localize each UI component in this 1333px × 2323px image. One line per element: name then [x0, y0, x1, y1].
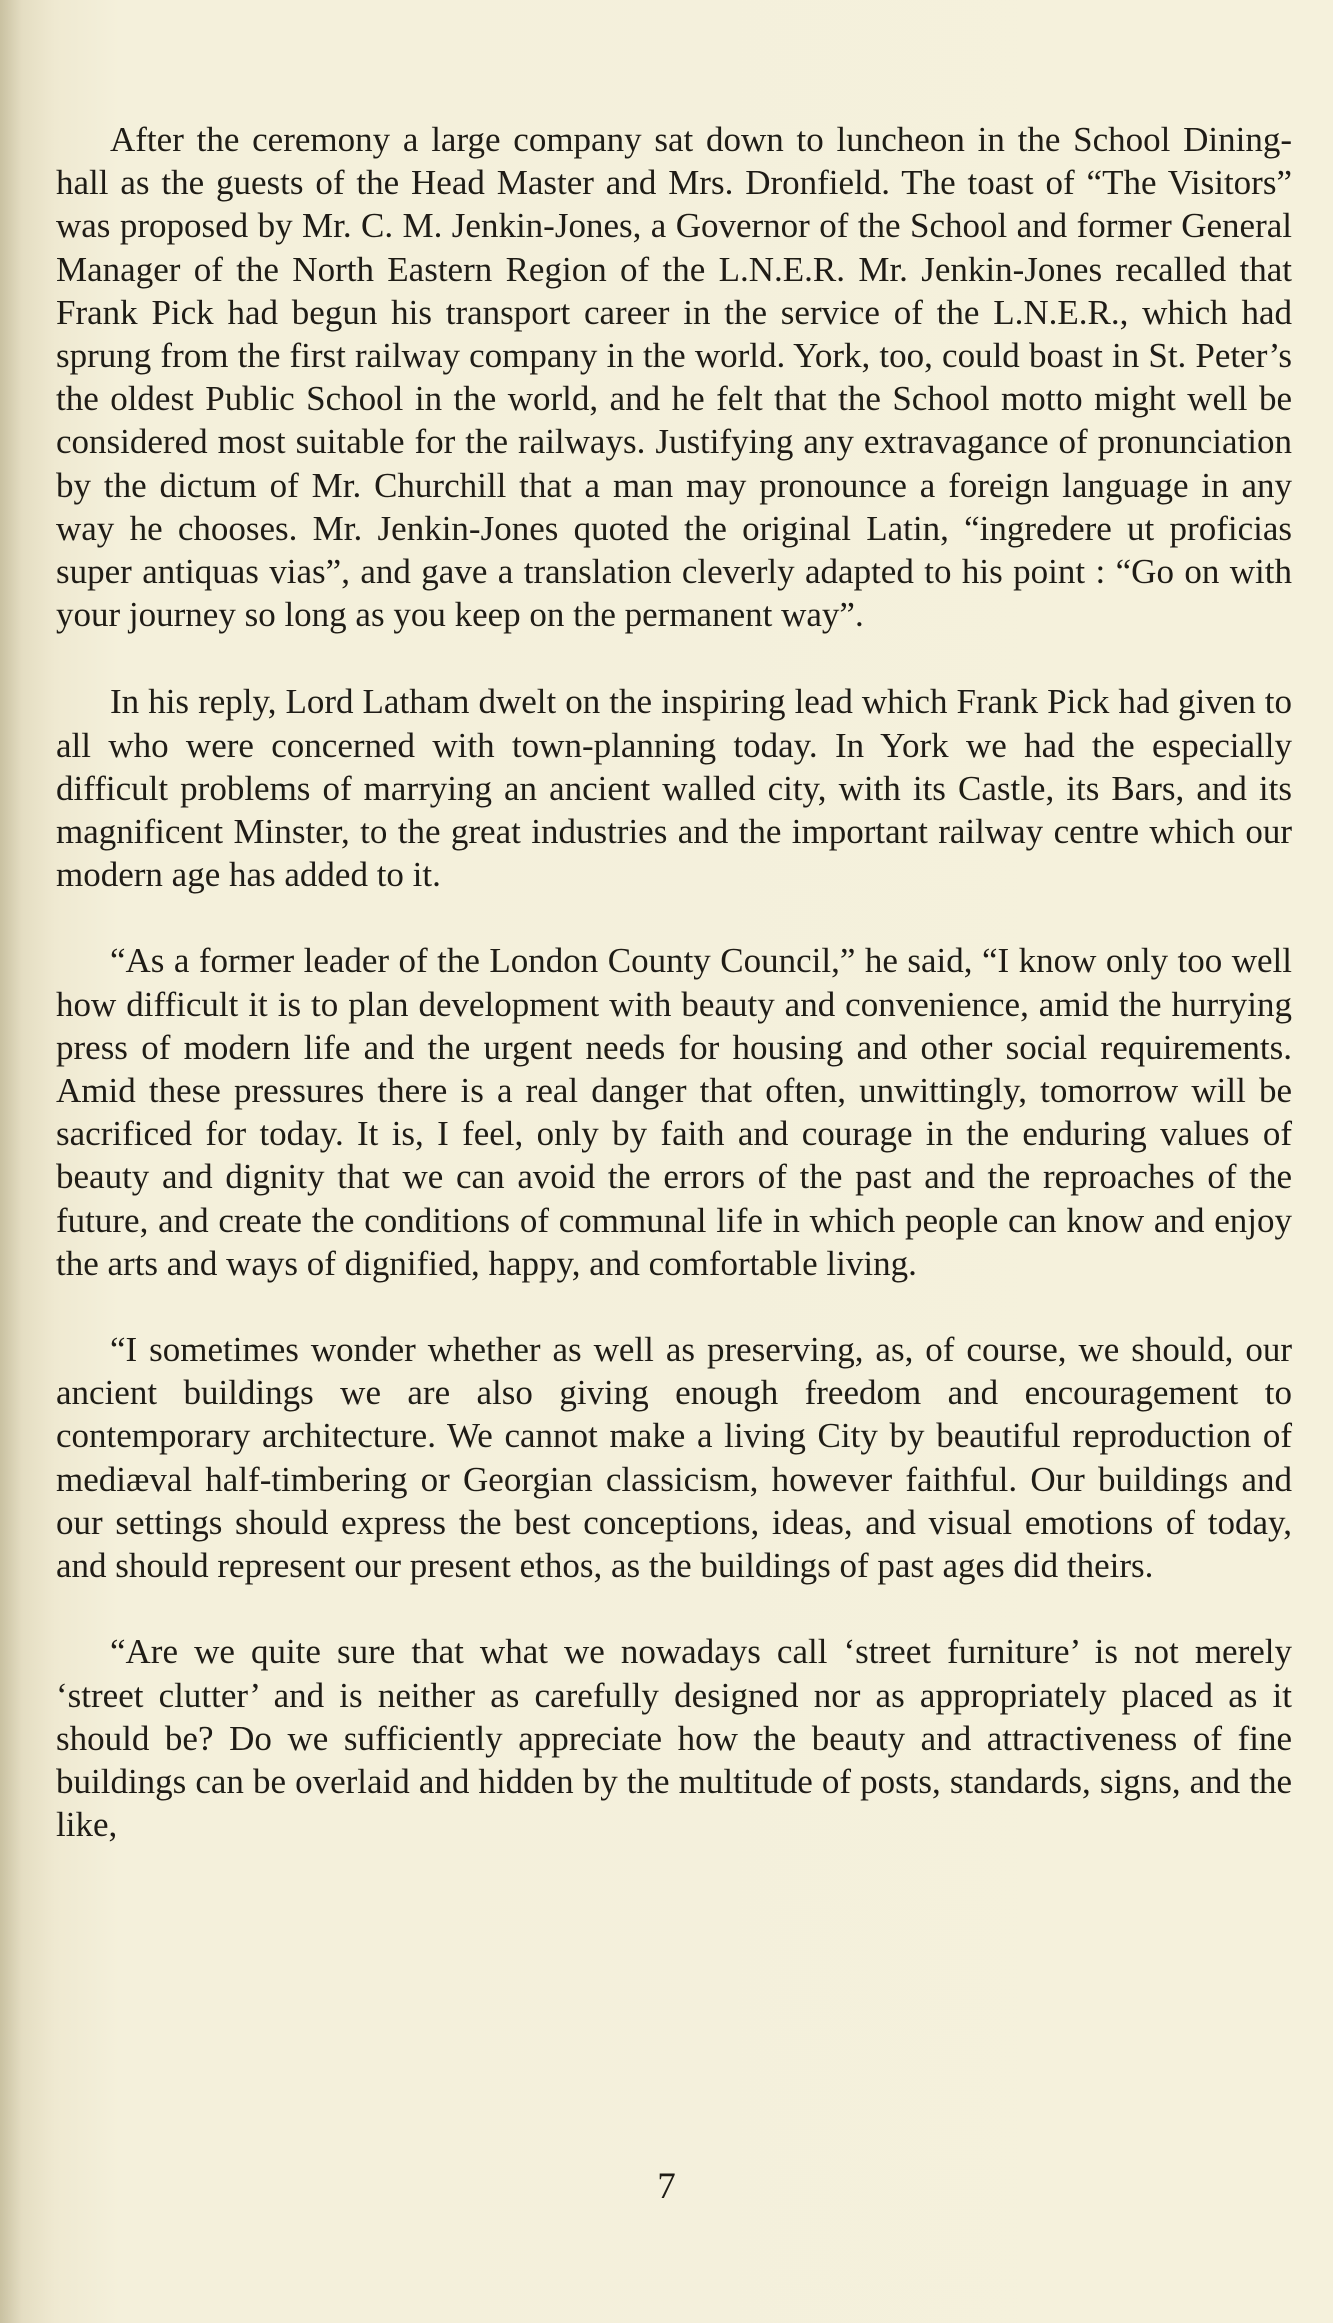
- paragraph-london-county-council-quote: “As a former leader of the London County Council,” he said, “I know only too well how difficult it is to plan development with beauty and convenience, amid the hurrying press of modern life and the urgent needs for housing and other social requirements. Amid these pressures there is a real danger that often, unwittingly, tomorrow will be sacrificed for today. It is, I feel, only by faith and courage in the enduring values of beauty and dignity that we can avoid the errors of the past and the reproaches of the future, and create the conditions of communal life in which people can know and enjoy the arts and ways of dignified, happy, and comfortable living.: [56, 941, 1292, 1283]
- paragraph-lord-latham-reply: In his reply, Lord Latham dwelt on the inspiring lead which Frank Pick had given to all who were concerned with town-planning today. In York we had the especially difficult problems of marrying an ancient walled city, with its Castle, its Bars, and its magnificent Minster, to the great industries and the important railway centre which our modern age has added to it.: [56, 682, 1292, 895]
- paragraph-luncheon-toast: After the ceremony a large company sat down to luncheon in the School Dining-hall as the guests of the Head Master and Mrs. Dronfield. The toast of “The Visitors” was proposed by Mr. C. M. Jenkin-Jones, a Governor of the School and former General Manager of the North Eastern Region of the L.N.E.R. Mr. Jenkin-Jones recalled that Frank Pick had begun his transport career in the service of the L.N.E.R., which had sprung from the first railway company in the world. York, too, could boast in St. Peter’s the oldest Public School in the world, and he felt that the School motto might well be considered most suitable for the railways. Justifying any extravagance of pronunciation by the dictum of Mr. Churchill that a man may pronounce a foreign language in any way he chooses. Mr. Jenkin-Jones quoted the original Latin, “ingredere ut proficias super antiquas vias”, and gave a translation cleverly adapted to his point : “Go on with your journey so long as you keep on the permanent way”.: [56, 120, 1292, 635]
- paragraph-contemporary-architecture-quote: “I sometimes wonder whether as well as preserving, as, of course, we should, our ancient buildings we are also giving enough freedom and encouragement to contemporary architecture. We cannot make a living City by beautiful reproduction of mediæval half-timbering or Georgian classicism, however faithful. Our buildings and our settings should express the best conceptions, ideas, and visual emotions of today, and should represent our present ethos, as the buildings of past ages did theirs.: [56, 1330, 1292, 1586]
- page-number: 7: [657, 2166, 676, 2207]
- body-text: [56, 118, 1292, 1846]
- paragraph-street-furniture-quote: “Are we quite sure that what we nowadays call ‘street furniture’ is not merely ‘street clutter’ and is neither as carefully designed nor as appropriately placed as it should be? Do we sufficiently appreciate how the beauty and attractiveness of fine buildings can be overlaid and hidden by the multitude of posts, standards, signs, and the like,: [56, 1632, 1292, 1845]
